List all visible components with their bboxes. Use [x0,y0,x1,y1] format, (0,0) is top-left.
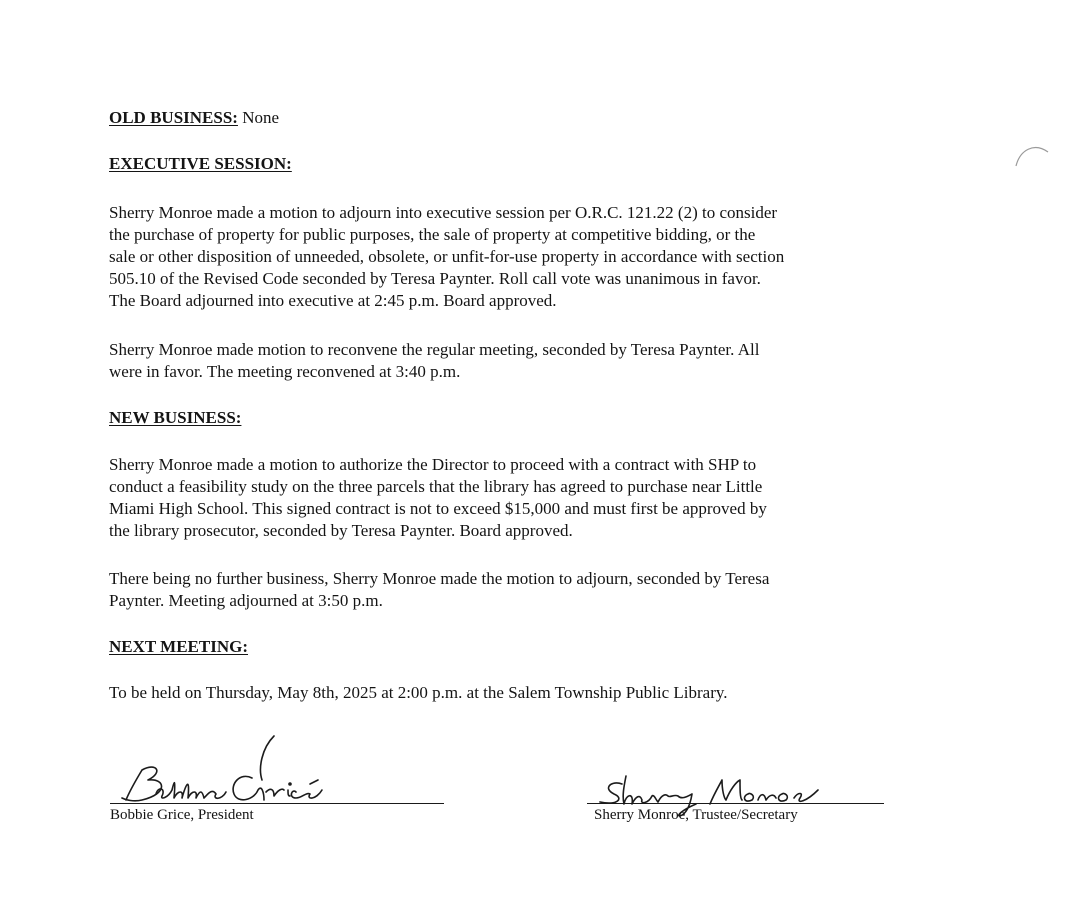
new-business-heading-row [109,407,909,429]
old-business-heading: OLD BUSINESS: [109,108,238,127]
text-line: 505.10 of the Revised Code seconded by Teresa Paynter. Roll call vote was unanimous in favor. [109,269,761,288]
text-line: There being no further business, Sherry Monroe made the motion to adjourn, seconded by Teresa [109,569,770,588]
text-line: Sherry Monroe made a motion to authorize the Director to proceed with a contract with SHP to [109,455,757,474]
text-line: conduct a feasibility study on the three parcels that the library has agreed to purchase near Little [109,477,763,496]
executive-session-heading-row [109,153,909,175]
next-meeting-paragraph [109,682,909,704]
new-business-heading: NEW BUSINESS: [109,408,242,427]
signature-bobbie-grice [112,728,342,808]
executive-session-heading: EXECUTIVE SESSION: [109,154,292,173]
new-business-paragraph-2 [109,568,909,612]
new-business-paragraph-1 [109,454,909,542]
text-line: the library prosecutor, seconded by Teresa Paynter. Board approved. [109,521,573,540]
signature-caption-right: Sherry Monroe, Trustee/Secretary [594,807,798,823]
text-line: the purchase of property for public purposes, the sale of property at competitive bidding, or the [109,225,756,244]
old-business-text: None [242,108,280,127]
next-meeting-text: To be held on Thursday, May 8th, 2025 at 2:00 p.m. at the Salem Township Public Library. [109,683,728,702]
text-line: The Board adjourned into executive at 2:45 p.m. Board approved. [109,291,557,310]
executive-session-paragraph-1 [109,202,909,312]
text-line: Paynter. Meeting adjourned at 3:50 p.m. [109,591,383,610]
text-line: Sherry Monroe made a motion to adjourn into executive session per O.R.C. 121.22 (2) to consider [109,203,778,222]
old-business-section [109,107,909,129]
text-line: Sherry Monroe made motion to reconvene the regular meeting, seconded by Teresa Paynter. All [109,340,760,359]
text-line: sale or other disposition of unneeded, obsolete, or unfit-for-use property in accordance with section [109,247,785,266]
next-meeting-heading-row [109,636,909,658]
signature-line-right [587,803,884,804]
executive-session-paragraph-2 [109,339,909,383]
scan-artifact-mark [1012,140,1052,170]
signature-line-left [110,803,444,804]
signature-caption-left: Bobbie Grice, President [110,807,254,823]
text-line: Miami High School. This signed contract is not to exceed $15,000 and must first be approved by [109,499,767,518]
next-meeting-heading: NEXT MEETING: [109,637,249,656]
text-line: were in favor. The meeting reconvened at 3:40 p.m. [109,362,461,381]
